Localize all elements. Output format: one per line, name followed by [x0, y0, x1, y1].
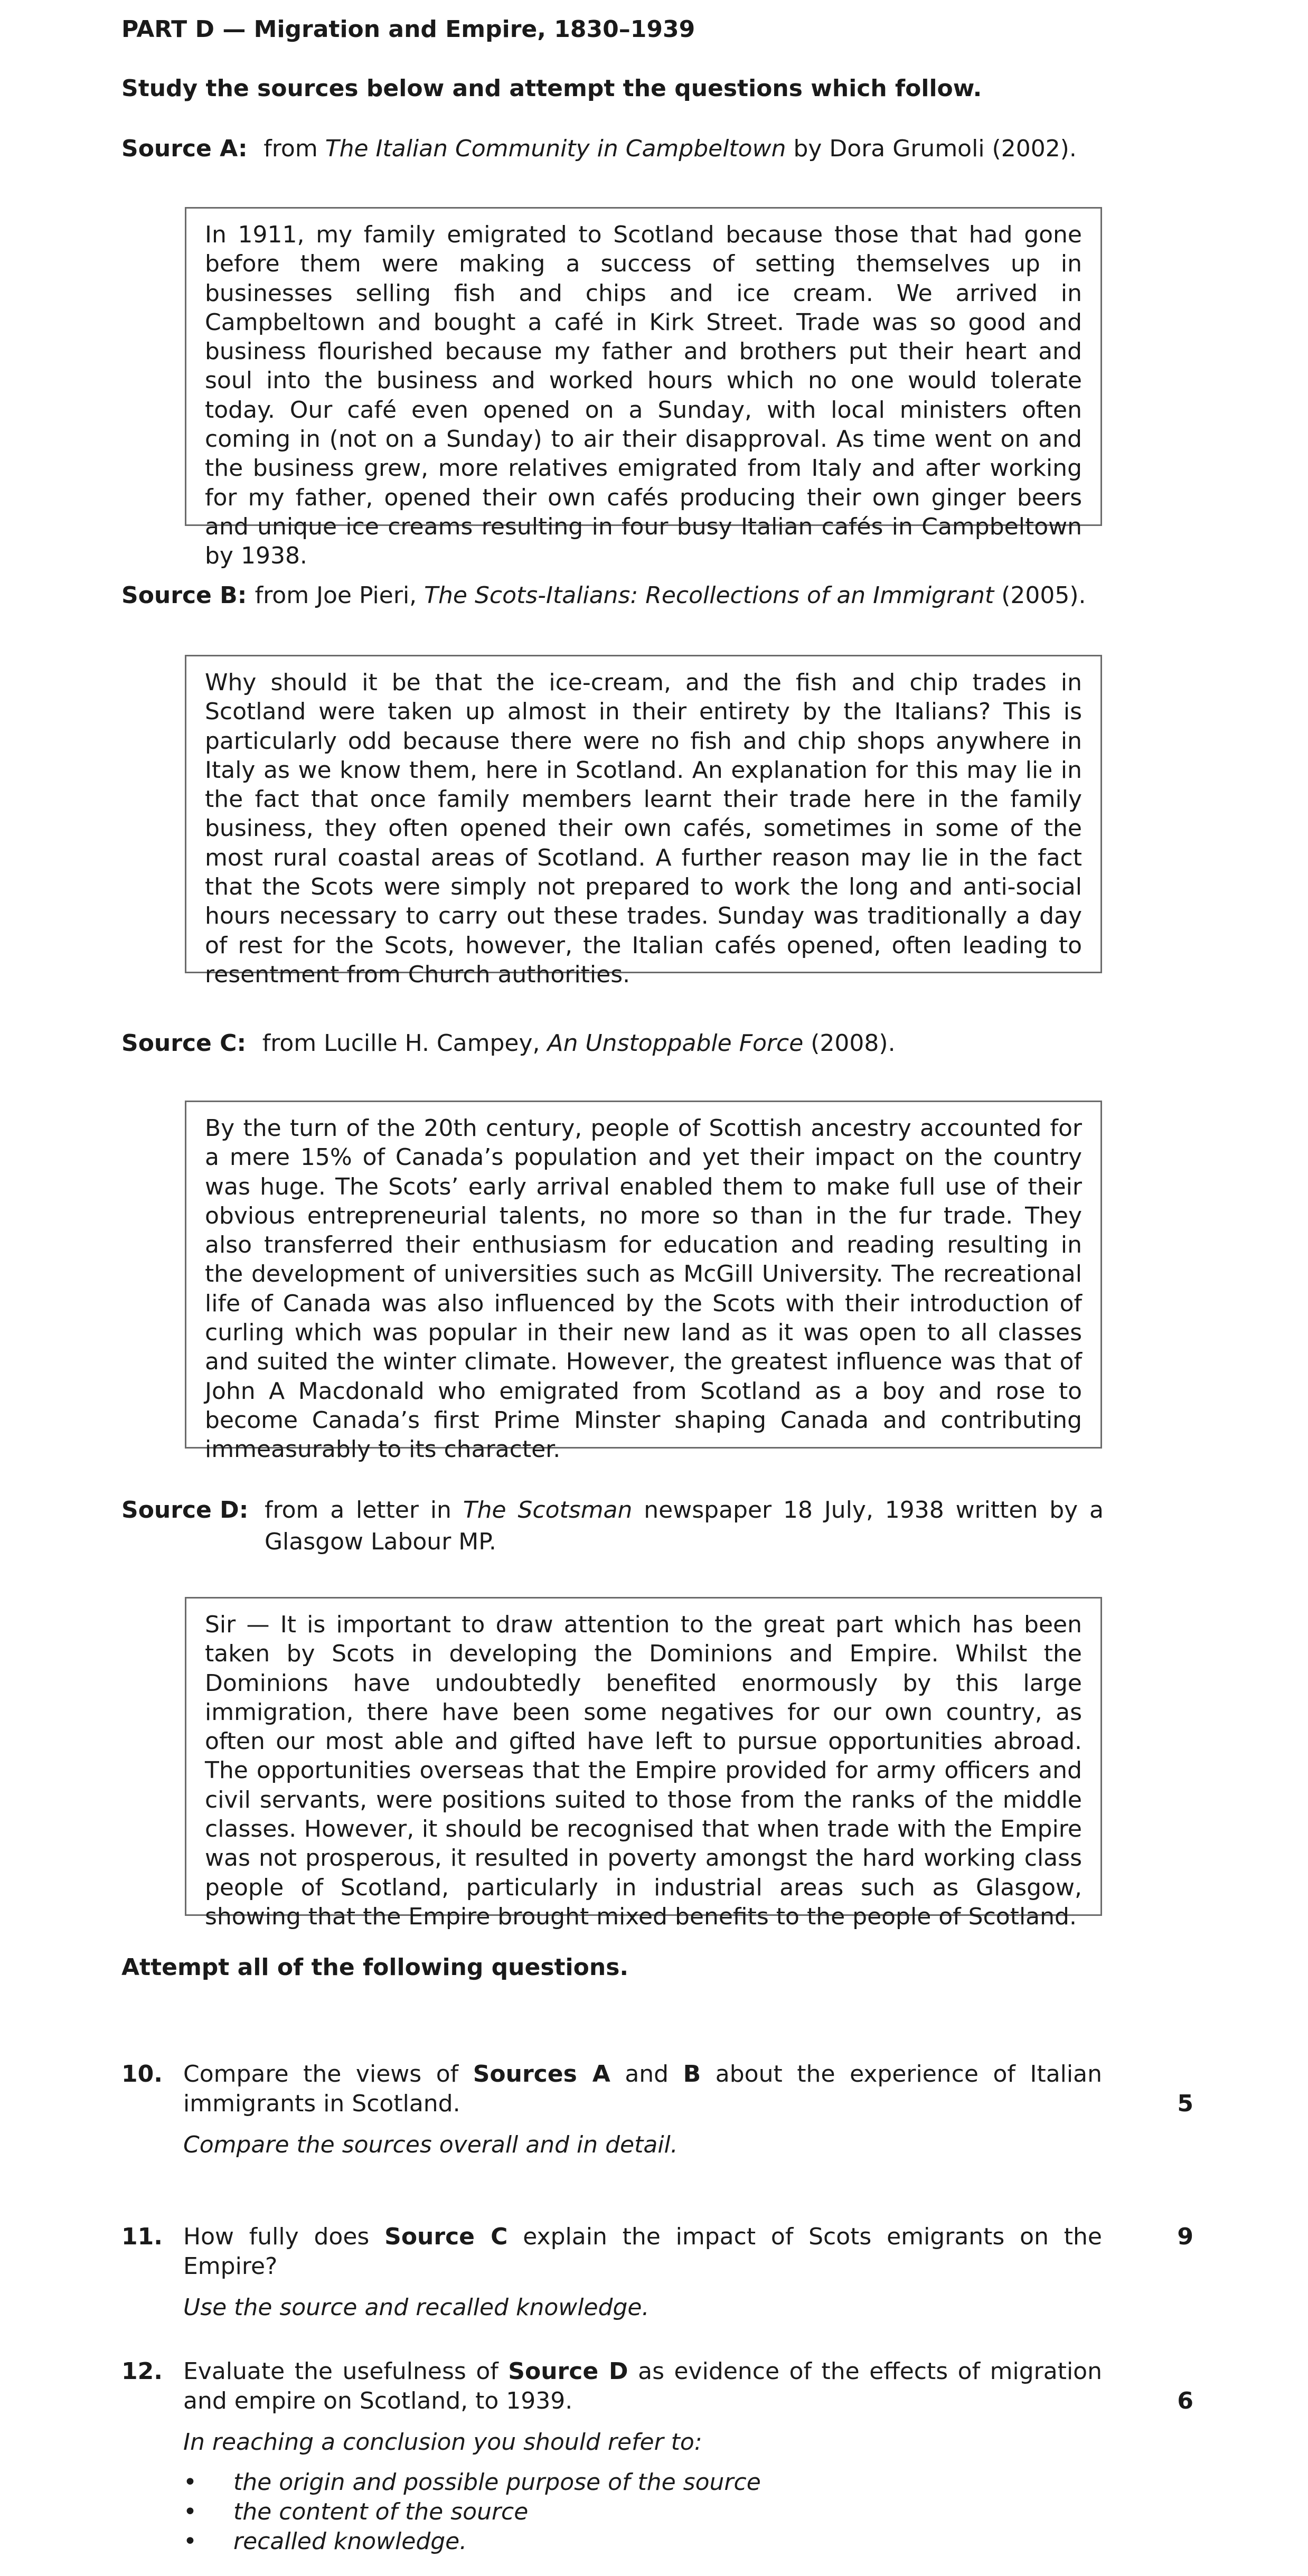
question-10	[121, 2060, 1193, 2165]
source-b-citation: from Joe Pieri, The Scots-Italians: Recollections of an Immigrant (2005).	[255, 582, 1086, 609]
question-marks: 9	[1177, 2223, 1193, 2250]
source-d-box	[185, 1597, 1102, 1930]
question-text: Compare the views of Sources A and B about the experience of Italian immigrants in Scotland.	[183, 2061, 1102, 2117]
source-d-intro	[121, 1494, 1104, 1558]
question-number: 11.	[121, 2223, 163, 2250]
bullet-item: • the content of the source	[183, 2498, 529, 2525]
source-d-citation: from a letter in The Scotsman newspaper 18 July, 1938 written by a Glasgow Labour MP.	[264, 1497, 1104, 1555]
question-number: 10.	[121, 2061, 163, 2088]
source-b-text: Why should it be that the ice-cream, and the fish and chip trades in Scotland were taken up almost in their entirety by the Italians? This is particularly odd because there were no fish and chip shops anywhere in Italy as we know them, here in Scotland. An explanation for this may lie in the fact that once family members learnt their trade here in the family business, they often opened their own cafés, sometimes in some of the most rural coastal areas of Scotland. A further reason may lie in the fact that the Scots were simply not prepared to work the long and anti-social hours necessary to carry out these trades. Sunday was traditionally a day of rest for the Scots, however, the Italian cafés opened, often leading to resentment from Church authorities.	[205, 669, 1082, 988]
source-c-box	[185, 1101, 1102, 1463]
source-c-label: Source C:	[121, 1030, 247, 1057]
question-marks: 5	[1177, 2090, 1193, 2117]
question-text: Evaluate the usefulness of Source D as evidence of the effects of migration and empire on Scotland, to 1939.	[183, 2358, 1102, 2414]
question-hint: In reaching a conclusion you should refer to:	[183, 2429, 702, 2456]
part-title: PART D — Migration and Empire, 1830–1939	[121, 16, 695, 43]
source-c-title: An Unstoppable Force	[547, 1030, 804, 1057]
question-11	[121, 2222, 1193, 2321]
source-a-intro	[121, 133, 1104, 165]
instruction: Study the sources below and attempt the questions which follow.	[121, 75, 982, 102]
source-d-title: The Scotsman	[463, 1497, 633, 1524]
source-c-text: By the turn of the 20th century, people of Scottish ancestry accounted for a mere 15% of Canada’s population and yet their impact on the country was huge. The Scots’ early arrival enabled them to make full use of their obvious entrepreneurial talents, no more so than in the fur trade. They also transferred their enthusiasm for education and reading resulting in the development of universities such as McGill University. The recreational life of Canada was also influenced by the Scots with their introduction of curling which was popular in their new land as it was open to all classes and suited the winter climate. However, the greatest influence was that of John A Macdonald who emigrated from Scotland as a boy and rose to become Canada’s first Prime Minster shaping Canada and contributing immeasurably to its character.	[205, 1115, 1082, 1463]
source-a-box	[185, 207, 1102, 570]
question-hint: Use the source and recalled knowledge.	[183, 2294, 650, 2321]
source-d-text: Sir — It is important to draw attention to the great part which has been taken by Scots in developing the Dominions and Empire. Whilst the Dominions have undoubtedly benefited enormously by this large immigration, there have been some negatives for our own country, as often our most able and gifted have left to pursue opportunities abroad. The opportunities overseas that the Empire provided for army officers and civil servants, were positions suited to those from the ranks of the middle classes. However, it should be recognised that when trade with the Empire was not prosperous, it resulted in poverty amongst the hard working class people of Scotland, particularly in industrial areas such as Glasgow, showing that the Empire brought mixed benefits to the people of Scotland.	[205, 1611, 1082, 1930]
source-b-label: Source B:	[121, 582, 247, 609]
question-number: 12.	[121, 2358, 163, 2385]
source-a-label: Source A:	[121, 135, 248, 162]
source-a-text: In 1911, my family emigrated to Scotland because those that had gone before them were making a success of setting themselves up in businesses selling fish and chips and ice cream. We arrived in Campbeltown and bought a café in Kirk Street. Trade was so good and business flourished because my father and brothers put their heart and soul into the business and worked hours which no one would tolerate today. Our café even opened on a Sunday, with local ministers often coming in (not on a Sunday) to air their disapproval. As time went on and the business grew, more relatives emigrated from Italy and after working for my father, opened their own cafés producing their own ginger beers and unique ice creams resulting in four busy Italian cafés in Campbeltown by 1938.	[205, 221, 1082, 570]
question-12	[121, 2357, 1193, 2568]
source-c-intro	[121, 1028, 1104, 1059]
bullet-item: • recalled knowledge.	[183, 2528, 467, 2555]
source-a-title: The Italian Community in Campbeltown	[325, 135, 786, 162]
source-b-intro	[121, 580, 1104, 612]
question-body	[183, 2222, 1102, 2323]
question-marks: 6	[1177, 2387, 1193, 2414]
question-hint: Compare the sources overall and in detail.	[183, 2131, 678, 2158]
bullet-item: • the origin and possible purpose of the source	[183, 2469, 761, 2496]
source-c-citation: from Lucille H. Campey, An Unstoppable Force (2008).	[262, 1030, 896, 1057]
source-b-box	[185, 655, 1102, 988]
question-text: How fully does Source C explain the impact of Scots emigrants on the Empire?	[183, 2223, 1102, 2280]
source-b-title: The Scots-Italians: Recollections of an Immigrant	[424, 582, 994, 609]
question-body	[183, 2060, 1102, 2160]
attempt-heading: Attempt all of the following questions.	[121, 1954, 629, 1981]
source-d-label: Source D:	[121, 1497, 249, 1524]
question-bullets	[183, 2468, 1102, 2556]
question-body	[183, 2357, 1102, 2556]
source-a-citation: from The Italian Community in Campbeltown by Dora Grumoli (2002).	[264, 135, 1077, 162]
